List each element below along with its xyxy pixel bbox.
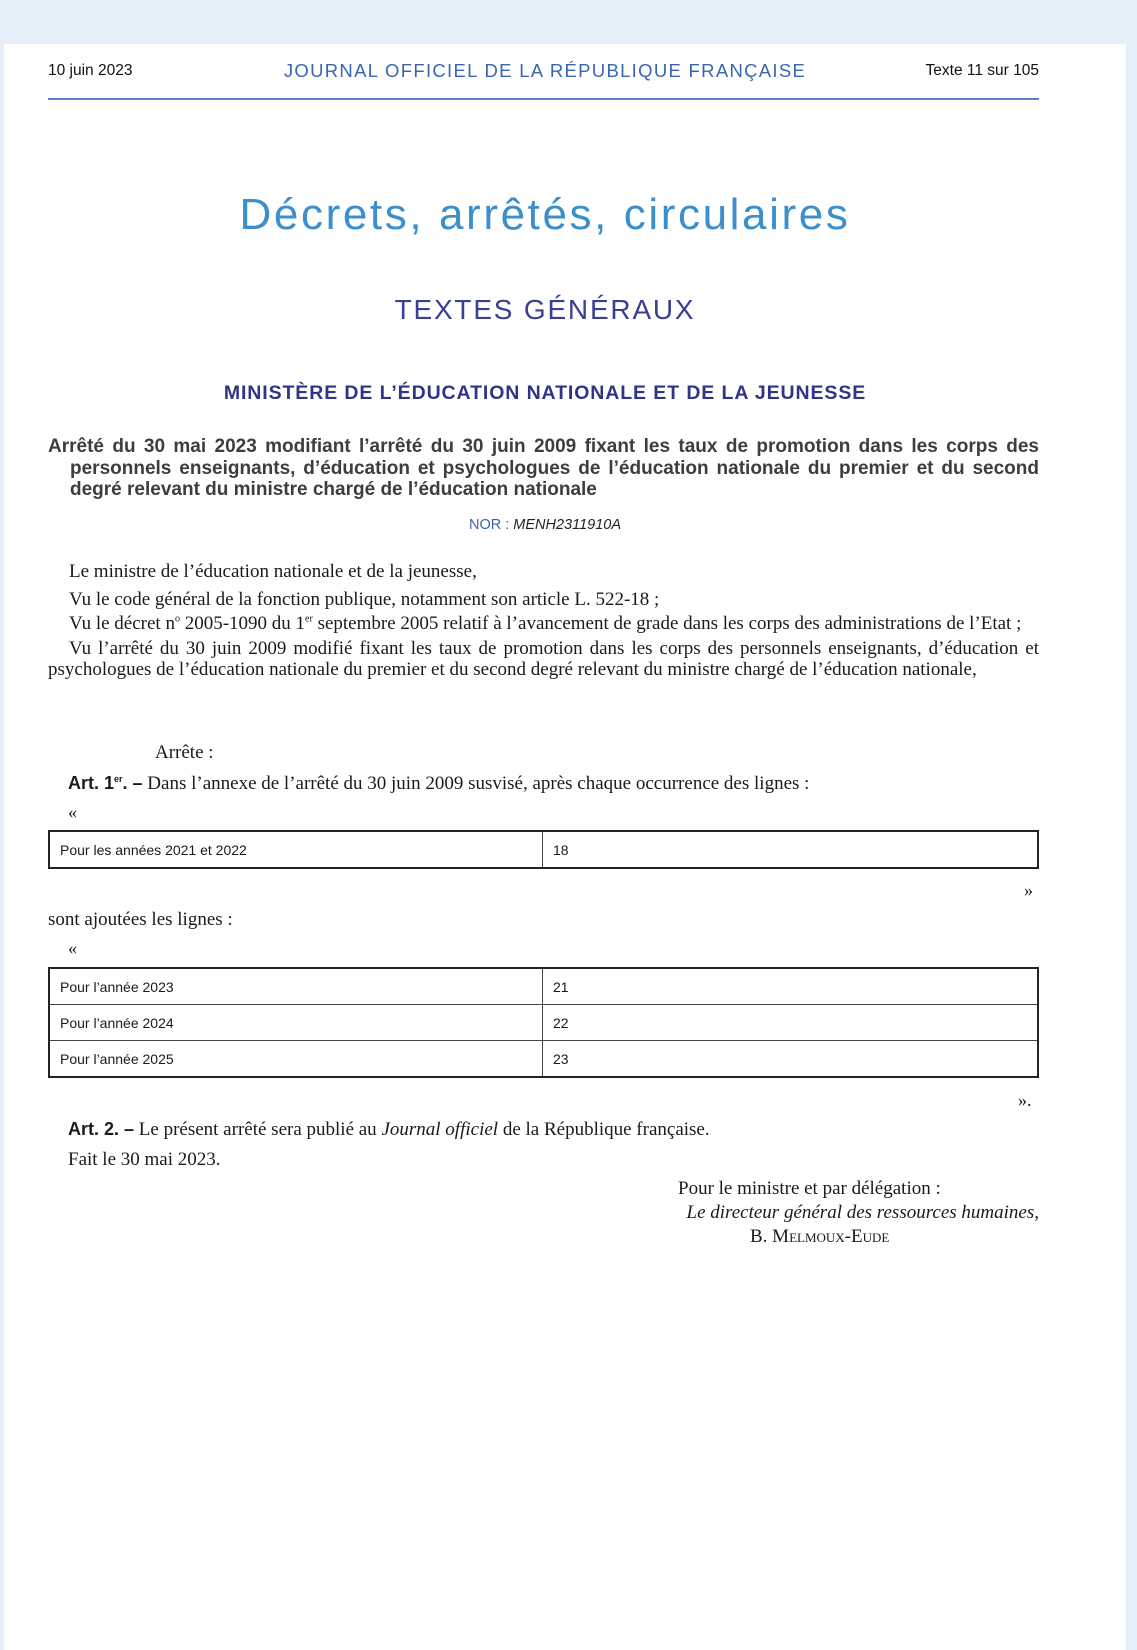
table-cell-label: Pour les années 2021 et 2022 [49,831,543,868]
table-cell-value: 18 [543,831,1039,868]
arrete-title [48,436,1039,501]
visa-decret-sup-1: o [174,613,180,625]
table-row [49,1005,1038,1041]
visa-decret-sup-2: er [305,613,313,625]
header-journal-title: JOURNAL OFFICIEL DE LA RÉPUBLIQUE FRANÇAISE [283,60,807,81]
visa-decret-part-b: 2005-1090 du 1 [179,613,306,634]
quote-close-2: ». [1018,1090,1032,1110]
arrete-word: Arrête : [155,742,214,763]
table-added-lines [48,967,1039,1078]
table-cell-value: 22 [543,1005,1039,1041]
article-2-journal-officiel: Journal officiel [381,1119,499,1140]
nor-code: MENH2311910A [513,517,622,533]
header-divider [48,98,1039,100]
table-row [49,968,1038,1005]
table-row [49,831,1038,868]
nor-label: NOR : [468,517,514,533]
header-text-number: Texte 11 sur 105 [925,62,1039,79]
article-1-label-text: Art. 1 [68,773,115,793]
table-cell-label: Pour l’année 2024 [49,1005,543,1041]
ministry-name: MINISTÈRE DE L’ÉDUCATION NATIONALE ET DE LA JEUNESSE [223,382,867,404]
visas-block [48,561,1039,681]
article-1-label-sup: er [114,774,123,784]
visa-arrete: Vu l’arrêté du 30 juin 2009 modifié fixant les taux de promotion dans les corps des personnels enseignants, d’éducation et psychologues de l’éducation nationale du premier et du second degré relevant du ministre chargé de l’éducation nationale, [48,637,1039,680]
visa-minister: Le ministre de l’éducation nationale et de la jeunesse, [69,561,477,582]
article-1-text: Dans l’annexe de l’arrêté du 30 juin 2009 susvisé, après chaque occurrence des lignes : [142,773,810,794]
article-1-label-end: . – [122,773,143,793]
signature-delegation: Pour le ministre et par délégation : [678,1178,941,1199]
added-lines-text: sont ajoutées les lignes : [48,909,233,930]
arrete-title-text: Arrêté du 30 mai 2023 modifiant l’arrêté du 30 juin 2009 fixant les taux de promotion dans les corps des personnels enseignants, d’éducation et psychologues de l’éducation nationale du premier et du second degré relevant du ministre chargé de l’éducation nationale [48,436,1039,500]
quote-open-1: « [68,802,77,822]
signature-role: Le directeur général des ressources humaines, [686,1202,1039,1223]
visa-decret-part-a: Vu le décret n [69,613,175,634]
visa-decret-part-c: septembre 2005 relatif à l’avancement de grade dans les corps des administrations de l’Etat ; [312,613,1022,634]
article-2-label: Art. 2. – [68,1119,135,1139]
table-original-lines [48,830,1039,869]
quote-close-1: » [1024,880,1033,900]
article-1 [68,773,1039,795]
table-cell-value: 21 [543,968,1039,1005]
signature-block [560,1177,1039,1249]
article-2-text-b: de la République française. [498,1119,710,1140]
table-cell-label: Pour l’année 2023 [49,968,543,1005]
section-title: Décrets, arrêtés, circulaires [239,190,851,239]
subsection-title: TEXTES GÉNÉRAUX [394,294,696,325]
header-date: 10 juin 2023 [48,62,133,79]
article-2-text-a: Le présent arrêté sera publié au [134,1119,382,1140]
nor-reference [0,517,1090,533]
signature-name: B. Melmoux-Eude [750,1226,890,1247]
visa-decret [48,613,1039,635]
article-2 [68,1119,1039,1141]
done-date: Fait le 30 mai 2023. [68,1149,221,1170]
visa-code: Vu le code général de la fonction publique, notamment son article L. 522-18 ; [69,588,660,610]
table-row [49,1041,1038,1078]
table-cell-label: Pour l’année 2025 [49,1041,543,1078]
table-cell-value: 23 [543,1041,1039,1078]
quote-open-2: « [68,938,77,958]
article-1-label [68,773,143,793]
